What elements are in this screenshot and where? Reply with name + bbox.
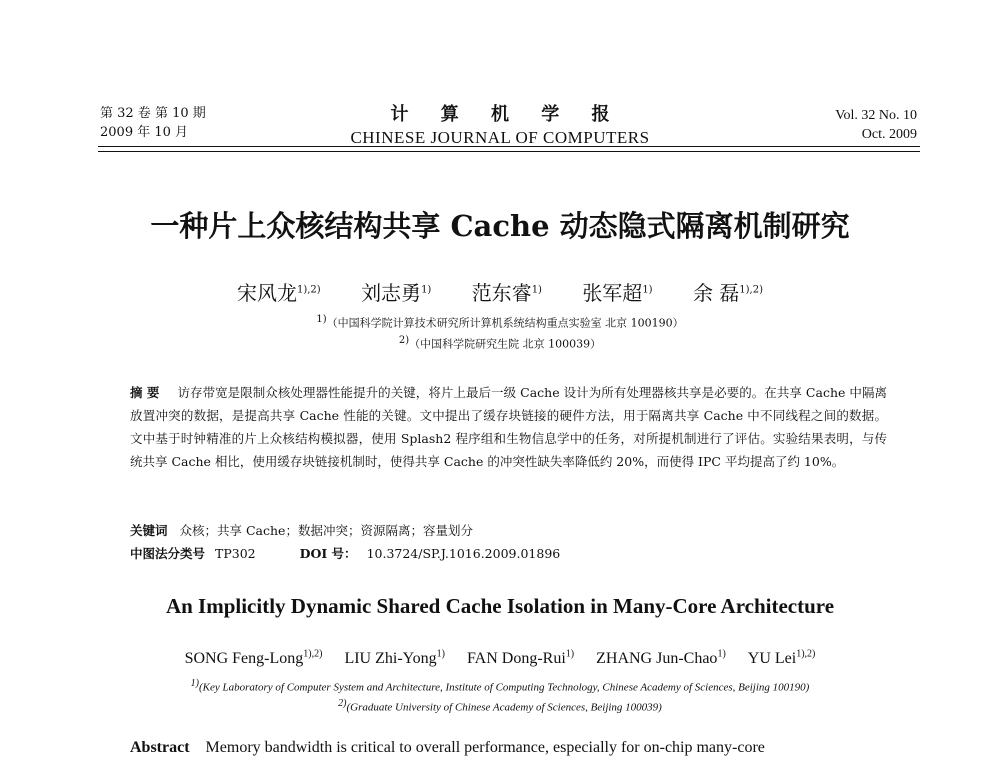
author-en [748,650,816,667]
affiliation-cn-2 [0,335,1000,352]
author-affil-mark: 1),2) [739,284,764,296]
author-en [596,650,726,667]
affil-mark: 1) [190,678,200,689]
affil-text: （中国科学院计算技术研究所计算机系统结构重点实验室 北京 100190） [326,316,684,330]
clc-label: 中图法分类号 [130,546,206,561]
author-affil-mark: 1) [717,649,726,660]
author-en [467,650,574,667]
paper-title-cn: 一种片上众核结构共享 Cache 动态隐式隔离机制研究 [150,209,850,243]
classification-line [130,544,560,562]
doi-label: DOI 号： [299,546,357,561]
date-en: Oct. 2009 [861,127,917,142]
author-name: 张军超 [582,281,643,305]
volume-en: Vol. 32 No. 10 [835,108,917,123]
keywords-label: 关键词 [130,523,168,538]
author-affil-mark: 1) [565,649,575,660]
affiliation-en-2 [0,698,1000,714]
paper-title-en: An Implicitly Dynamic Shared Cache Isolation in Many-Core Architecture [165,594,835,618]
author-name: LIU Zhi-Yong [344,650,437,668]
volume-cn: 第 32 卷 第 10 期 [100,106,206,121]
abstract-cn [130,381,887,473]
author-name: 范东睿 [471,281,532,305]
doi-value: 10.3724/SP.J.1016.2009.01896 [366,546,561,561]
author-affil-mark: 1),2) [296,284,321,296]
author-affil-mark: 1),2) [303,649,323,660]
author-en [344,650,445,667]
affiliation-en-1 [0,678,1000,694]
affiliation-cn-1 [0,314,1000,331]
journal-name-en: CHINESE JOURNAL OF COMPUTERS [350,128,650,147]
author-name: ZHANG Jun-Chao [596,650,718,668]
journal-name-cn: 计 算 机 学 报 [390,104,610,125]
author-name: 刘志勇 [361,281,422,305]
author-name: 宋风龙 [236,281,297,305]
affil-mark: 2) [398,335,410,346]
affil-mark: 1) [316,314,327,325]
author-cn [582,281,652,305]
keywords-text: 众核；共享 Cache；数据冲突；资源隔离；容量划分 [179,523,473,538]
author-affil-mark: 1) [421,284,432,296]
abstract-en-label: Abstract [130,739,190,756]
author-affil-mark: 1) [531,284,542,296]
abstract-cn-text: 访存带宽是限制众核处理器性能提升的关键，将片上最后一级 Cache 设计为所有处理器核共享是必要的。在共享 Cache 中隔离放置冲突的数据，是提高共享 Cache 性能的关键。文中提出了缓存块链接的硬件方法，用于隔离共享 Cache 中不同线程之间的数据。文中基于时钟精准的片上众核结构模拟器，使用 Splash2 程序组和生物信息学中的任务，对所提机制进行了评估。实验结果表明，与传统共享 Cache 相比，使用缓存块链接机制时，使得共享 Cache 的冲突性缺失率降低约 20%，而使得 IPC 平均提高了约 10%。 [130,385,887,469]
header-rule-thick [98,146,920,147]
clc-code: TP302 [215,546,256,561]
abstract-cn-label: 摘 要 [130,385,160,400]
affil-mark: 2) [338,698,347,709]
affil-text: (Key Laboratory of Computer System and Architecture, Institute of Computing Technology, Chinese Academy of Sciences, Beijing 100190) [199,681,810,694]
author-name: 余 磊 [692,281,740,305]
author-name: FAN Dong-Rui [466,650,566,668]
affil-text: （中国科学院研究生院 北京 100039） [409,337,602,351]
affil-text: (Graduate University of Chinese Academy of Sciences, Beijing 100039) [346,701,662,714]
keywords-cn [130,521,473,539]
abstract-en-text: Memory bandwidth is critical to overall performance, especially for on-chip many-core [205,739,765,756]
author-cn [237,281,321,305]
author-name: SONG Feng-Long [184,650,304,668]
header-rule-thin [98,151,920,152]
author-cn [472,281,542,305]
author-list-cn [0,277,1000,306]
author-en [185,650,323,667]
author-affil-mark: 1),2) [796,649,816,660]
author-list-en [0,649,1000,668]
author-name: YU Lei [747,650,797,668]
date-cn: 2009 年 10 月 [100,125,189,140]
author-cn [693,281,763,305]
issue-info-en [835,106,917,144]
author-affil-mark: 1) [436,649,445,660]
author-affil-mark: 1) [642,284,653,296]
author-cn [361,281,431,305]
abstract-en [130,739,900,757]
